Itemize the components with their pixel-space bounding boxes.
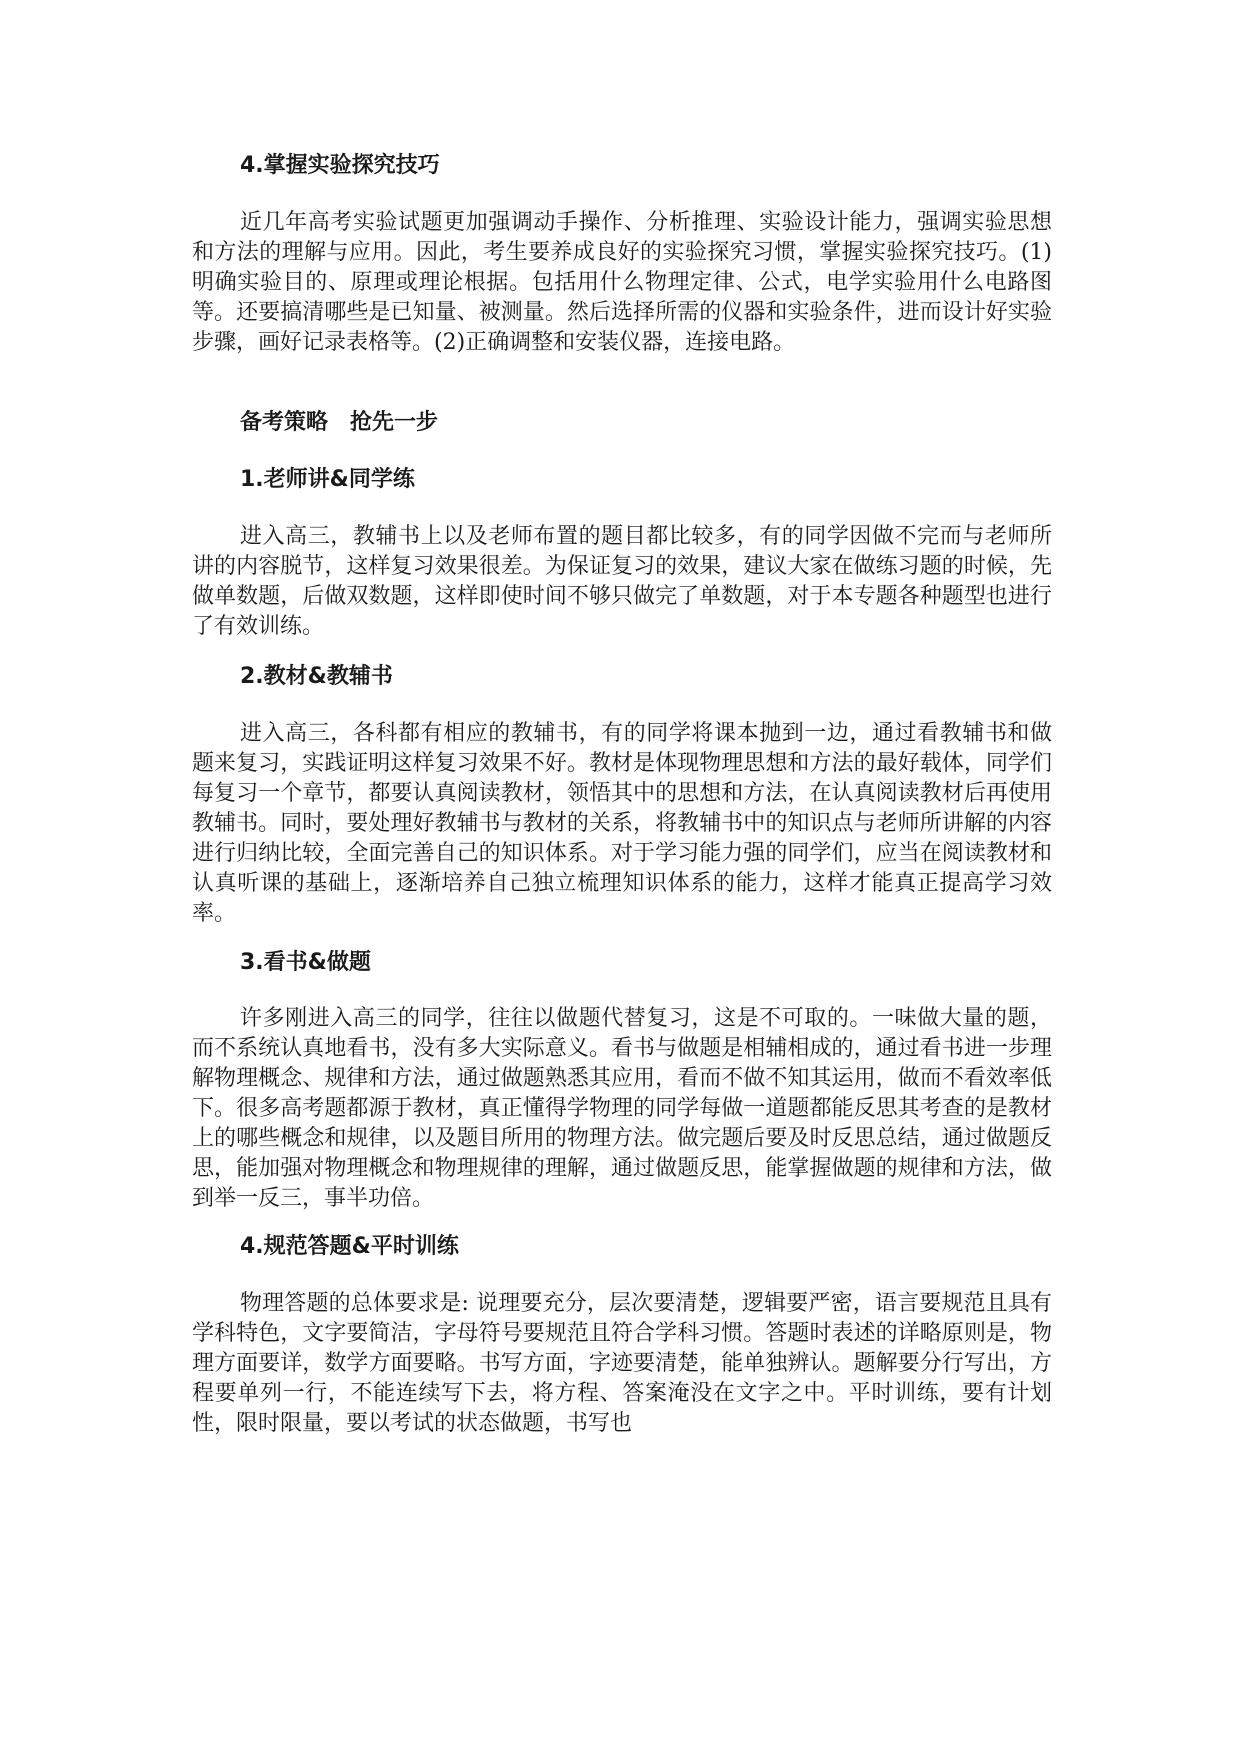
paragraph-teacher-student: 进入高三，教辅书上以及老师布置的题目都比较多，有的同学因做不完而与老师所讲的内容脱节，这样复习效果很差。为保证复习的效果，建议大家在做练习题的时候，先做单数题，后做双数题，这样即使时间不够只做完了单数题，对于本专题各种题型也进行了有效训练。 [192,524,1052,639]
paragraph-read-practice: 许多刚进入高三的同学，往往以做题代替复习，这是不可取的。一味做大量的题，而不系统认真地看书，没有多大实际意义。看书与做题是相辅相成的，通过看书进一步理解物理概念、规律和方法，通过做题熟悉其应用，看而不做不知其运用，做而不看效率低下。很多高考题都源于教材，真正懂得学物理的同学每做一道题都能反思其考查的是教材上的哪些概念和规律，以及题目所用的物理方法。做完题后要及时反思总结，通过做题反思，能加强对物理概念和物理规律的理解，通过做题反思，能掌握做题的规律和方法，做到举一反三，事半功倍。 [192,1006,1052,1211]
section-heading-textbook: 2.教材&教辅书 [240,664,393,689]
section-heading-strategy: 备考策略 抢先一步 [240,410,439,435]
section-heading-standard-answers: 4.规范答题&平时训练 [240,1234,459,1259]
paragraph-experiment-skills: 近几年高考实验试题更加强调动手操作、分析推理、实验设计能力，强调实验思想和方法的理解与应用。因此，考生要养成良好的实验探究习惯，掌握实验探究技巧。(1)明确实验目的、原理或理论根据。包括用什么物理定律、公式，电学实验用什么电路图等。还要搞清哪些是已知量、被测量。然后选择所需的仪器和实验条件，进而设计好实验步骤，画好记录表格等。(2)正确调整和安装仪器，连接电路。 [192,210,1052,355]
paragraph-standard-answers: 物理答题的总体要求是: 说理要充分，层次要清楚，逻辑要严密，语言要规范且具有学科特色，文字要简洁，字母符号要规范且符合学科习惯。答题时表述的详略原则是，物理方面要详，数学方面要略。书写方面，字迹要清楚，能单独辨认。题解要分行写出，方程要单列一行，不能连续写下去，将方程、答案淹没在文字之中。平时训练，要有计划性，限时限量，要以考试的状态做题，书写也 [192,1291,1052,1436]
section-heading-teacher-student: 1.老师讲&同学练 [240,467,415,492]
paragraph-textbook: 进入高三，各科都有相应的教辅书，有的同学将课本抛到一边，通过看教辅书和做题来复习，实践证明这样复习效果不好。教材是体现物理思想和方法的最好载体，同学们每复习一个章节，都要认真阅读教材，领悟其中的思想和方法，在认真阅读教材后再使用教辅书。同时，要处理好教辅书与教材的关系，将教辅书中的知识点与老师所讲解的内容进行归纳比较，全面完善自己的知识体系。对于学习能力强的同学们，应当在阅读教材和认真听课的基础上，逐渐培养自己独立梳理知识体系的能力，这样才能真正提高学习效率。 [192,721,1052,926]
section-heading-read-practice: 3.看书&做题 [240,950,371,975]
section-heading-experiment-skills: 4.掌握实验探究技巧 [240,153,440,178]
